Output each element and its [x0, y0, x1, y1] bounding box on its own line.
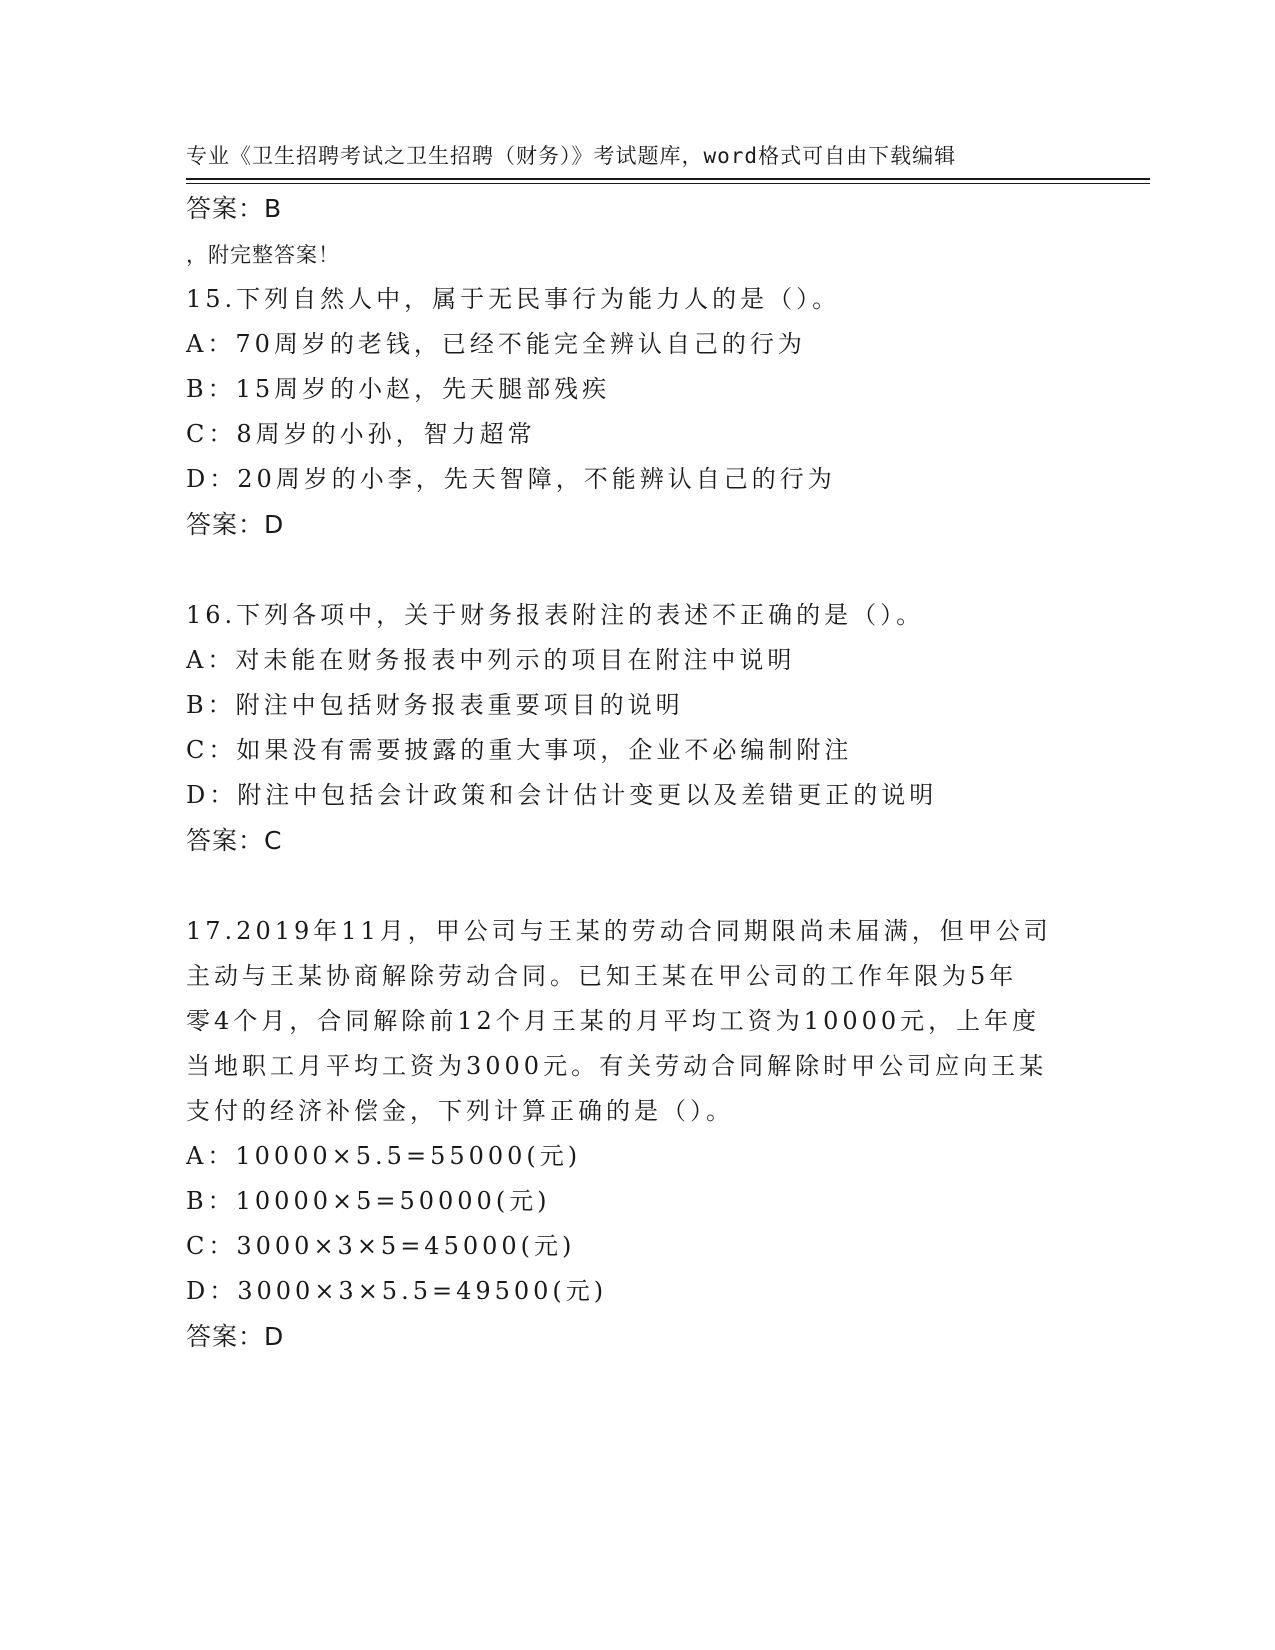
option-d: D：20周岁的小李，先天智障，不能辨认自己的行为: [186, 465, 836, 493]
option-d: D：3000×3×5.5=49500(元): [186, 1277, 608, 1305]
option-c: C：如果没有需要披露的重大事项，企业不必编制附注: [186, 736, 853, 764]
question-16: [186, 593, 1086, 638]
question-text-line-5: 支付的经济补偿金，下列计算正确的是（）。: [186, 1097, 734, 1125]
option-d: D：附注中包括会计政策和会计估计变更以及差错更正的说明: [186, 781, 938, 809]
option-a: A：10000×5.5=55000(元): [186, 1142, 582, 1170]
option-b: B：10000×5=50000(元): [186, 1187, 551, 1215]
question-text-line-4: 当地职工月平均工资为3000元。有关劳动合同解除时甲公司应向王某: [186, 1052, 1048, 1080]
spacer: [186, 231, 1086, 277]
spacer: [186, 547, 1086, 593]
header-line-2: ，附完整答案！: [186, 243, 340, 267]
spacer: [186, 863, 1086, 909]
header-line-1: 专业《卫生招聘考试之卫生招聘（财务）》考试题库，word格式可自由下载编辑: [186, 144, 957, 168]
header-divider-thick: [186, 178, 1150, 180]
question-text: 15.下列自然人中，属于无民事行为能力人的是（）。: [186, 285, 841, 313]
option-c: C：3000×3×5=45000(元): [186, 1232, 576, 1260]
answer-line: 答案：B: [186, 194, 283, 223]
option-c: C：8周岁的小孙，智力超常: [186, 420, 536, 448]
header-divider-thin: [186, 183, 1150, 184]
option-b: B：附注中包括财务报表重要项目的说明: [186, 691, 684, 719]
answer-line: 答案：D: [186, 510, 285, 539]
question-text-line-1: 17.2019年11月，甲公司与王某的劳动合同期限尚未届满，但甲公司: [186, 917, 1052, 945]
option-a: A：70周岁的老钱，已经不能完全辨认自己的行为: [186, 330, 806, 358]
question-text: 16.下列各项中，关于财务报表附注的表述不正确的是（）。: [186, 601, 925, 629]
answer-line: 答案：D: [186, 1322, 285, 1351]
answer-line: 答案：C: [186, 826, 283, 855]
question-text-line-2: 主动与王某协商解除劳动合同。已知王某在甲公司的工作年限为5年: [186, 962, 1018, 990]
question-17: [186, 909, 1086, 1134]
question-list: [186, 186, 1086, 1359]
option-b: B：15周岁的小赵，先天腿部残疾: [186, 375, 611, 403]
question-text-line-3: 零4个月，合同解除前12个月王某的月平均工资为10000元，上年度: [186, 1007, 1041, 1035]
option-a: A：对未能在财务报表中列示的项目在附注中说明: [186, 646, 796, 674]
question-15: [186, 277, 1086, 322]
